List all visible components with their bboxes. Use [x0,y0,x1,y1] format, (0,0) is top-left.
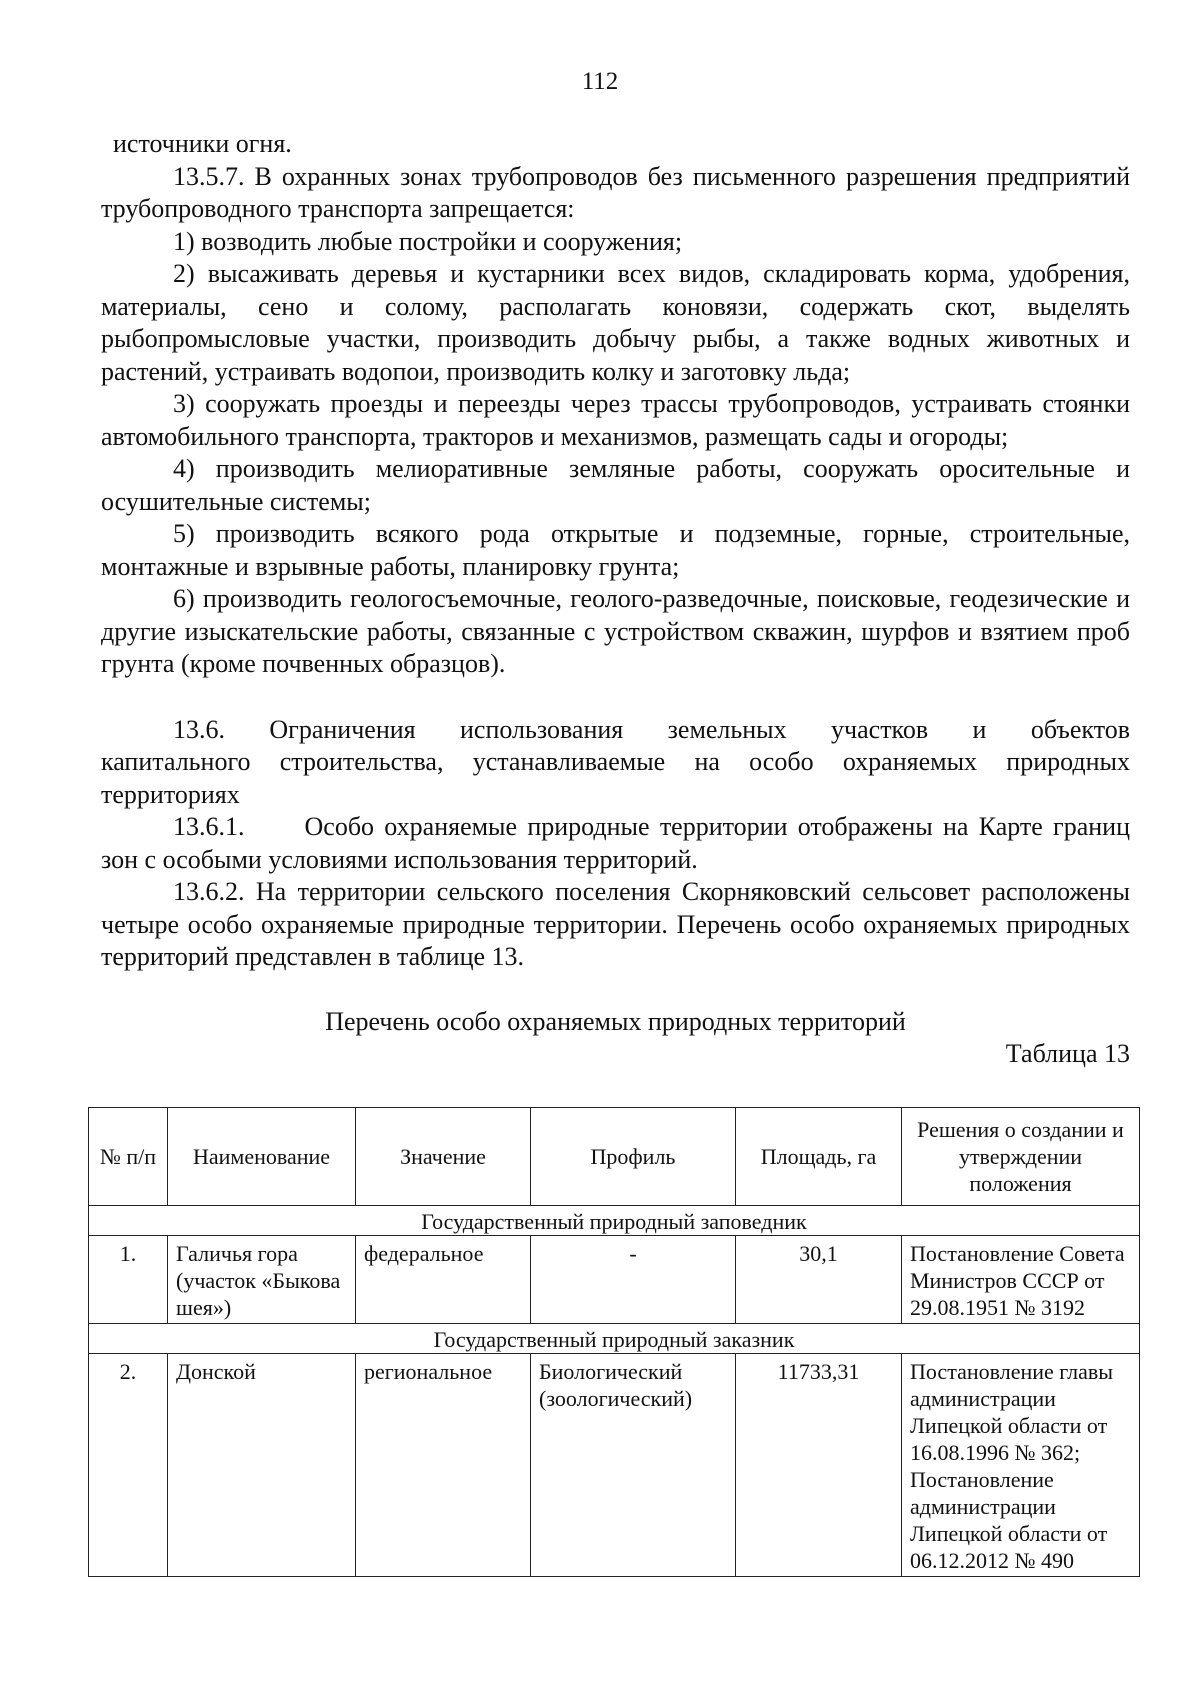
decision-line: Постановление главы администрации Липецкой области от 16.08.1996 № 362; [910,1359,1114,1465]
header-name: Наименование [168,1108,356,1206]
section-title: Государственный природный заповедник [89,1206,1140,1236]
cell-name: Донской [168,1354,356,1577]
cell-num: 1. [89,1236,168,1324]
section-row [89,1324,1140,1354]
section-row [89,1206,1140,1236]
cell-profile: Биологический (зоологический) [531,1354,736,1577]
table-row [89,1236,1140,1324]
header-num: № п/п [89,1108,168,1206]
list-item-2: 2) высаживать деревья и кустарники всех видов, складировать корма, удобрения, материалы, сено и солому, располагать коновязи, содержать скот, выделять рыбопромысловые участки, производить добычу рыбы, а также водных животных и растений, устраивать водопои, производить колку и заготовку льда; [101,259,1130,386]
list-item-1: 1) возводить любые постройки и сооружения; [173,226,683,256]
page-number: 112 [581,68,619,95]
cell-decision [902,1354,1140,1577]
table-header-row [89,1108,1140,1206]
cell-significance: региональное [356,1354,531,1577]
cell-decision: Постановление Совета Министров СССР от 29.08.1951 № 3192 [902,1236,1140,1324]
section-title: Государственный природный заказник [89,1324,1140,1354]
section-heading-13-6: 13.6. Ограничения использования земельных участков и объектов капитального строительства, устанавливаемые на особо охраняемых природных территориях [101,714,1130,809]
list-item-3: 3) сооружать проезды и переезды через трассы трубопроводов, устраивать стоянки автомобильного транспорта, тракторов и механизмов, размещать сады и огороды; [101,389,1130,451]
list-item-6: 6) производить геологосъемочные, геолого-разведочные, поисковые, геодезические и другие изыскательские работы, связанные с устройством скважин, шурфов и взятием проб грунта (кроме почвенных образцов). [101,584,1130,678]
document-body [101,128,1130,1070]
list-item-4: 4) производить мелиоративные земляные работы, сооружать оросительные и осушительные системы; [101,454,1130,516]
paragraph-13-5-7: 13.5.7. В охранных зонах трубопроводов без письменного разрешения предприятий трубопроводного транспорта запрещается: [101,161,1130,223]
header-profile: Профиль [531,1108,736,1206]
header-significance: Значение [356,1108,531,1206]
clause-text: Особо охраняемые природные территории отображены на Карте границ зон с особыми условиями использования территорий. [101,812,1130,874]
header-decisions: Решения о создании и утверждении положения [902,1108,1140,1206]
spacer [101,681,1130,714]
table-row [89,1354,1140,1577]
cell-area: 11733,31 [736,1354,902,1577]
paragraph-13-6-1 [101,811,1130,876]
table-title: Перечень особо охраняемых природных территорий [325,1006,906,1036]
header-area: Площадь, га [736,1108,902,1206]
clause-number: 13.6.1. [173,812,245,841]
cell-area: 30,1 [736,1236,902,1324]
table-label: Таблица 13 [1005,1038,1130,1068]
cell-num: 2. [89,1354,168,1577]
cell-profile: - [531,1236,736,1324]
paragraph: источники огня. [113,129,292,158]
list-item-5: 5) производить всякого рода открытые и подземные, горные, строительные, монтажные и взрывные работы, планировку грунта; [101,519,1130,581]
paragraph-13-6-2: 13.6.2. На территории сельского поселения Скорняковский сельсовет расположены четыре особо охраняемые природные территории. Перечень особо охраняемых природных территорий представлен в таблице 13. [101,877,1130,971]
cell-name: Галичья гора (участок «Быкова шея») [168,1236,356,1324]
decision-line: Постановление администрации Липецкой области от 06.12.2012 № 490 [910,1467,1108,1573]
protected-areas-table [88,1107,1140,1577]
cell-significance: федеральное [356,1236,531,1324]
